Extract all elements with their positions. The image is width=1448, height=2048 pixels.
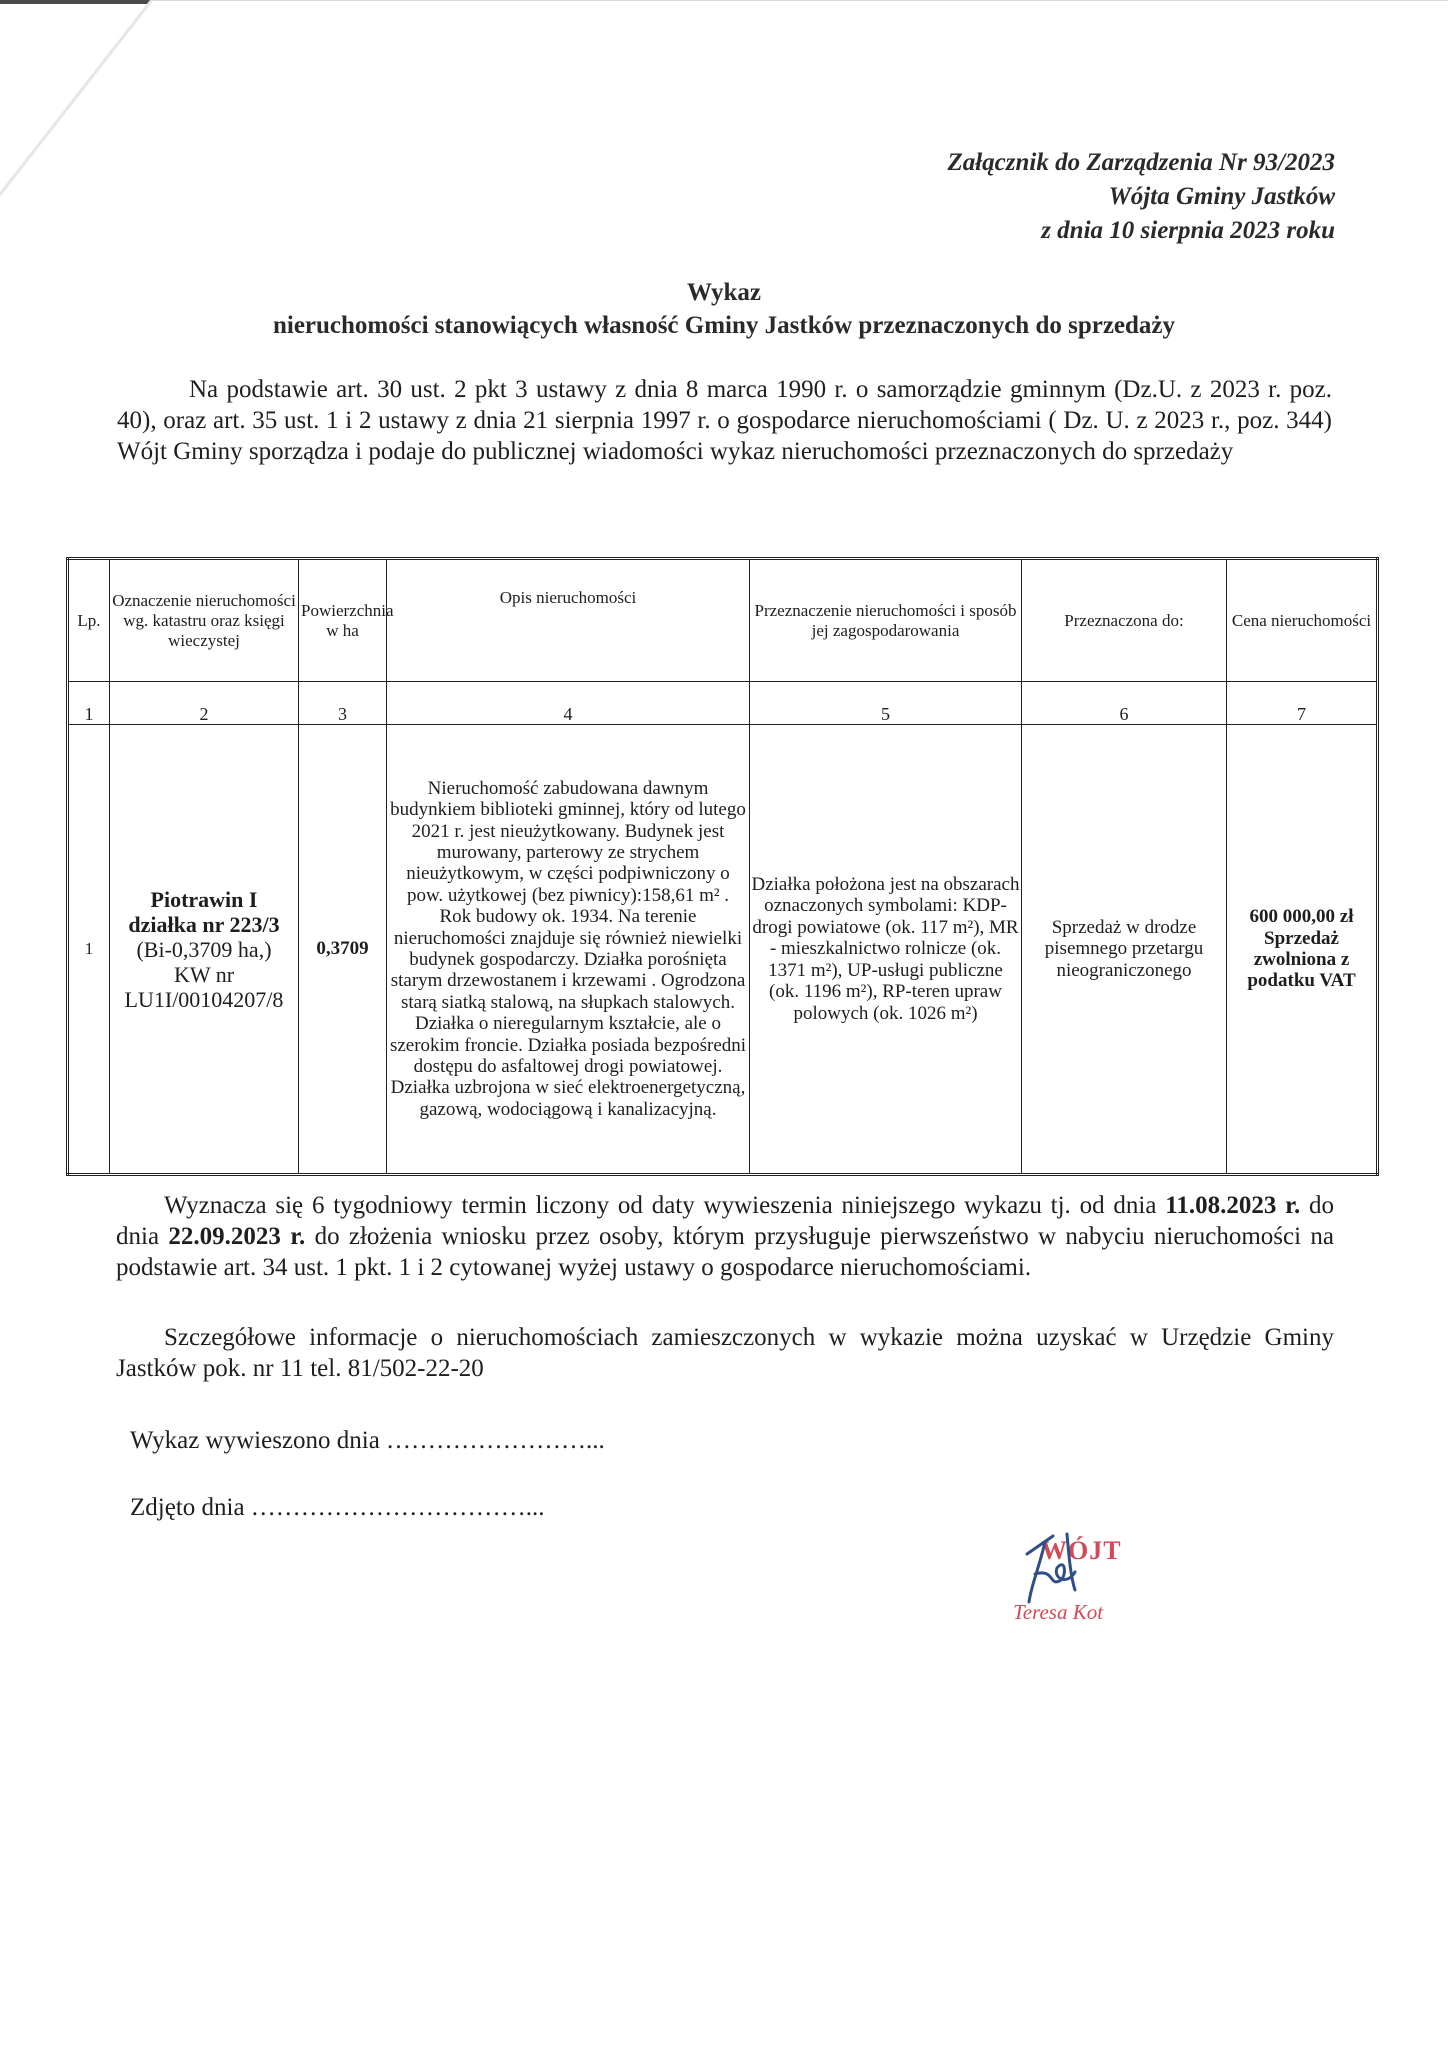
price-note-3: podatku VAT — [1247, 970, 1356, 992]
plot-area-class: (Bi-0,3709 ha,) — [136, 936, 272, 962]
column-number: 7 — [1227, 682, 1378, 725]
signature-stamp — [1005, 1528, 1165, 1628]
removed-date-line: Zdjęto dnia ……………………………... — [130, 1494, 545, 1521]
column-number: 6 — [1022, 682, 1227, 725]
document-title — [0, 276, 1448, 342]
cell-purpose: Działka położona jest na obszarach oznaczonych symbolami: KDP-drogi powiatowe (ok. 117 m²), MR - mieszkalnictwo rolnicze (ok. 1371 m²), UP-usługi publiczne (ok. 1196 m²), RP-teren upraw polowych (ok. 1026 m²) — [750, 725, 1022, 1175]
cell-area: 0,3709 — [299, 725, 387, 1175]
attachment-line-1: Załącznik do Zarządzenia Nr 93/2023 — [947, 149, 1335, 176]
cell-location — [110, 725, 299, 1175]
title-line-2: nieruchomości stanowiących własność Gminy Jastków przeznaczonych do sprzedaży — [272, 312, 1176, 339]
deadline-text-3: do złożenia wniosku przez osoby, którym przysługuje pierwszeństwo w nabyciu nieruchomości na podstawie art. 34 ust. 1 pkt. 1 i 2 cytowanej wyżej ustawy o gospodarce nieruchomościami. — [116, 1223, 1334, 1281]
price-note-1: Sprzedaż — [1264, 927, 1339, 949]
property-table — [66, 557, 1379, 1176]
attachment-line-2: Wójta Gminy Jastków — [1108, 183, 1335, 210]
header-intended-for: Przeznaczona do: — [1022, 559, 1227, 682]
table-row — [68, 725, 1378, 1175]
stamp-role: WÓJT — [1041, 1536, 1122, 1565]
column-number: 1 — [68, 682, 110, 725]
location-name: Piotrawin I — [150, 886, 258, 912]
contact-paragraph: Szczegółowe informacje o nieruchomościach zamieszczonych w wykazie można uzyskać w Urzędzie Gminy Jastków pok. nr 11 tel. 81/502-22-20 — [116, 1324, 1334, 1382]
header-designation: Oznaczenie nieruchomości wg. katastru oraz księgi wieczystej — [110, 559, 299, 682]
deadline-paragraph — [116, 1190, 1334, 1283]
scan-fold-line — [0, 0, 152, 254]
scan-edge-line — [150, 0, 1448, 1]
cell-intended-for: Sprzedaż w drodze pisemnego przetargu nieograniczonego — [1022, 725, 1227, 1175]
table-header-row — [68, 559, 1378, 682]
column-number: 2 — [110, 682, 299, 725]
header-price: Cena nieruchomości — [1227, 559, 1378, 682]
header-lp: Lp. — [68, 559, 110, 682]
scan-edge-top — [0, 0, 150, 4]
cell-lp: 1 — [68, 725, 110, 1175]
header-area: Powierzchnia w ha — [299, 559, 387, 682]
handwritten-signature-icon — [1005, 1528, 1125, 1608]
column-number: 5 — [750, 682, 1022, 725]
land-register-label: KW nr — [173, 961, 235, 987]
deadline-text-1: Wyznacza się 6 tygodniowy termin liczony od daty wywieszenia niniejszego wykazu tj. od dnia — [164, 1192, 1166, 1219]
posted-date-line: Wykaz wywieszono dnia ……………………... — [130, 1427, 605, 1454]
header-purpose: Przeznaczenie nieruchomości i sposób jej zagospodarowania — [750, 559, 1022, 682]
date-to: 22.09.2023 r. — [168, 1223, 306, 1250]
price-value: 600 000,00 zł — [1249, 906, 1354, 928]
plot-number: działka nr 223/3 — [128, 911, 280, 937]
column-number: 3 — [299, 682, 387, 725]
attachment-header — [947, 146, 1335, 248]
land-register-number: LU1I/00104207/8 — [124, 986, 284, 1012]
intro-paragraph: Na podstawie art. 30 ust. 2 pkt 3 ustawy z dnia 8 marca 1990 r. o samorządzie gminnym (Dz.U. z 2023 r. poz. 40), oraz art. 35 ust. 1 i 2 ustawy z dnia 21 sierpnia 1997 r. o gospodarce nieruchomościami ( Dz. U. z 2023 r., poz. 344) Wójt Gminy sporządza i podaje do publicznej wiadomości wykaz nieruchomości przeznaczonych do sprzedaży — [117, 376, 1332, 465]
attachment-line-3: z dnia 10 sierpnia 2023 roku — [1041, 217, 1335, 244]
cell-description: Nieruchomość zabudowana dawnym budynkiem biblioteki gminnej, który od lutego 2021 r. jest nieużytkowany. Budynek jest murowany, parterowy ze strychem nieużytkowym, w części podpiwniczony o pow. użytkowej (bez piwnicy):158,61 m² . Rok budowy ok. 1934. Na terenie nieruchomości znajduje się również niewielki budynek gospodarczy. Działka porośnięta starym drzewostanem i krzewami . Ogrodzona starą siatką stalową, na słupkach stalowych. Działka o nieregularnym kształcie, ale o szerokim froncie. Działka posiada bezpośredni dostępu do asfaltowej drogi powiatowej. Działka uzbrojona w sieć elektroenergetyczną, gazową, wodociągową i kanalizacyjną. — [387, 725, 750, 1175]
date-from: 11.08.2023 r. — [1165, 1192, 1301, 1219]
header-description: Opis nieruchomości — [387, 559, 750, 682]
deadline-text-2: do dnia — [116, 1192, 1334, 1250]
column-number: 4 — [387, 682, 750, 725]
column-number-row — [68, 682, 1378, 725]
price-note-2: zwolniona z — [1253, 949, 1350, 970]
title-line-1: Wykaz — [686, 279, 762, 306]
cell-price — [1227, 725, 1378, 1175]
stamp-name: Teresa Kot — [1013, 1600, 1104, 1624]
